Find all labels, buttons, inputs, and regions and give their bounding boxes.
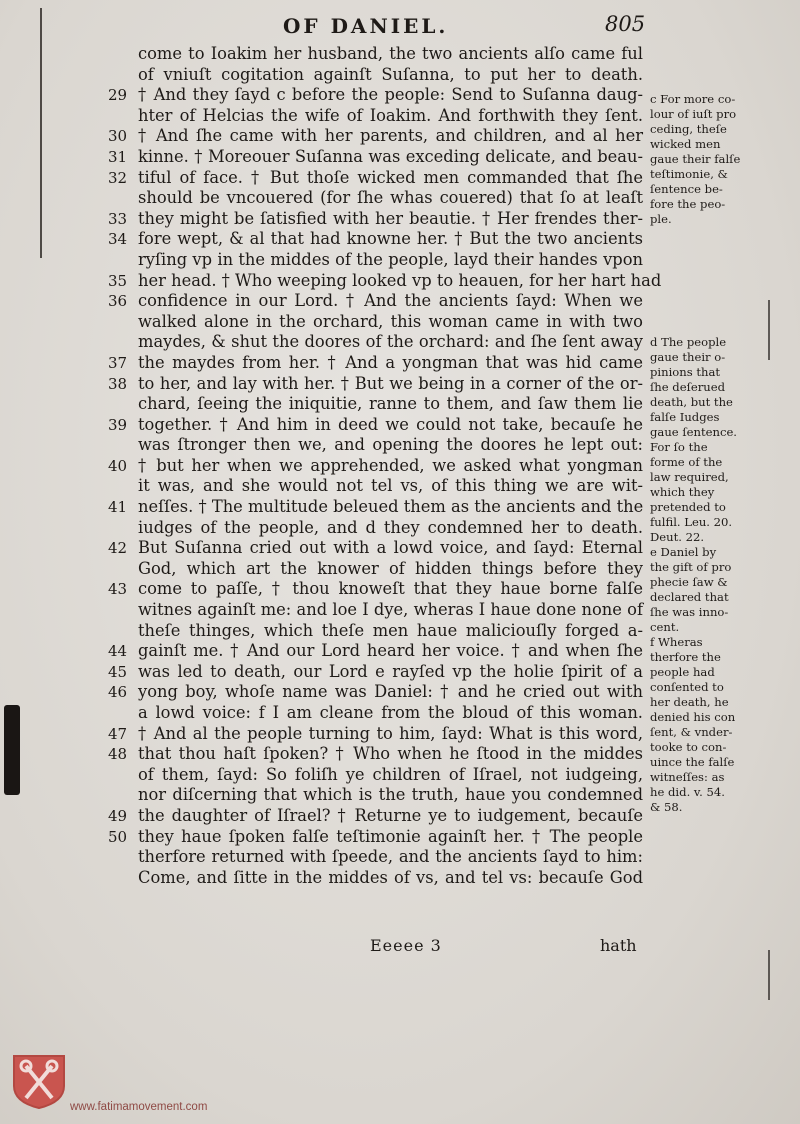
line-text: † And ſhe came with her parents, and children, and al her (138, 126, 643, 146)
text-line (108, 662, 643, 683)
verse-number: 38 (108, 374, 128, 393)
text-line (108, 374, 643, 395)
line-text: fore wept, & al that had knowne her. † But the two ancients (138, 229, 643, 249)
text-line (108, 126, 643, 147)
text-line (108, 621, 643, 642)
text-line (108, 415, 643, 436)
margin-note-line: phecie ſaw & (650, 575, 728, 589)
text-line (108, 291, 643, 312)
line-text: together. † And him in deed we could not take, becauſe he (138, 414, 643, 434)
margin-note-line: teſtimonie, & (650, 167, 728, 181)
verse-number: 39 (108, 415, 128, 434)
margin-note-line: wicked men (650, 137, 721, 151)
margin-note-line: denied his con (650, 710, 736, 724)
verse-number: 37 (108, 353, 128, 372)
text-line (108, 827, 643, 848)
line-text: was led to death, our Lord e rayſed vp the holie ſpirit of a (138, 661, 643, 681)
margin-note-line: cent. (650, 620, 680, 634)
text-line (108, 188, 643, 209)
verse-number: 45 (108, 662, 128, 681)
line-text: chard, ſeeing the iniquitie, ranne to them, and ſaw them lie (138, 394, 643, 414)
text-line (108, 847, 643, 868)
text-line (108, 353, 643, 374)
text-line (108, 209, 643, 230)
text-line (108, 250, 643, 271)
line-text: of vniuſt cogitation againſt Suſanna, to put her to death. (138, 64, 643, 84)
margin-note-line: ſentence be- (650, 182, 723, 196)
line-text: gainſt me. † And our Lord heard her voice. † and when ſhe (138, 641, 643, 661)
margin-note-line: people had (650, 665, 715, 679)
text-line (108, 559, 643, 580)
website-link[interactable]: www.fatimamovement.com (70, 1101, 208, 1113)
text-line (108, 703, 643, 724)
verse-number: 30 (108, 127, 128, 146)
line-text: nor diſcerning that which is the truth, haue you condemned (138, 785, 643, 805)
margin-notes (650, 92, 790, 815)
line-text: tiful of face. † But thoſe wicked men commanded that ſhe (138, 167, 643, 187)
text-line (108, 579, 643, 600)
margin-note-line: ſhe deſerued (650, 380, 726, 394)
line-text: they might be ſatisfied with her beautie. † Her frendes ther- (138, 208, 643, 228)
line-text: it was, and she would not tel vs, of this thing we are wit- (138, 476, 643, 496)
line-text: theſe thinges, which theſe men haue maliciouſly forged a- (138, 620, 643, 640)
margin-note-line: tooke to con- (650, 740, 727, 754)
margin-note-line: which they (650, 485, 715, 499)
line-text: come to paſſe, † thou knoweſt that they haue borne falſe (138, 579, 643, 599)
line-text: witnes againſt me: and loe I dye, wheras I haue done none of (138, 600, 643, 620)
margin-note-line: conſented to (650, 680, 724, 694)
text-line (108, 106, 643, 127)
text-line (108, 682, 643, 703)
right-rule-lower (768, 950, 770, 1000)
line-text: God, which art the knower of hidden things before they (138, 558, 643, 578)
line-text: that thou haſt ſpoken? † Who when he ſtood in the middes (138, 744, 643, 764)
line-text: † And al the people turning to him, ſayd: What is this word, (138, 723, 643, 743)
verse-number: 31 (108, 147, 128, 166)
margin-note-line: he did. v. 54. (650, 785, 725, 799)
text-line (108, 270, 662, 292)
margin-note-line: & 58. (650, 800, 683, 814)
line-text: therfore returned with ſpeede, and the ancients ſayd to him: (138, 847, 643, 867)
margin-note-line: gaue their falſe (650, 152, 741, 166)
verse-number: 46 (108, 683, 128, 702)
line-text: her head. † Who weeping looked vp to heauen, for her hart had (138, 270, 662, 290)
line-text: † And they ſayd c before the people: Send to Suſanna daug- (138, 85, 643, 105)
line-text: neſſes. † The multitude beleued them as the ancients and the (138, 497, 644, 517)
line-text: should be vncouered (for ſhe whas couered) that ſo at leaſt (138, 188, 643, 208)
margin-note-line: pretended to (650, 500, 726, 514)
margin-note-line: lour of iuſt pro (650, 107, 737, 121)
verse-number: 34 (108, 230, 128, 249)
verse-number: 33 (108, 209, 128, 228)
margin-note-line: gaue their o- (650, 350, 726, 364)
text-line (108, 312, 643, 333)
margin-note-line: the gift of pro (650, 560, 732, 574)
margin-note-line: f Wheras (650, 635, 703, 649)
catchword: hath (600, 936, 637, 955)
text-line (108, 229, 643, 250)
verse-number: 32 (108, 168, 128, 187)
line-text: walked alone in the orchard, this woman came in with two (138, 311, 643, 331)
left-edge-mark (4, 705, 20, 795)
margin-note-line: fore the peo- (650, 197, 726, 211)
margin-note-line: ceding, theſe (650, 122, 727, 136)
margin-note-line: ple. (650, 212, 672, 226)
text-line (108, 65, 643, 86)
margin-note-line: forme of the (650, 455, 723, 469)
margin-note-line: c For more co- (650, 92, 736, 106)
text-line (108, 394, 643, 415)
margin-note-group-def (650, 335, 790, 815)
verse-number: 50 (108, 827, 128, 846)
text-line (108, 518, 643, 539)
margin-note-line: d The people (650, 335, 727, 349)
margin-note-line: her death, he (650, 695, 729, 709)
line-text: the daughter of Iſrael? † Returne ye to iudgement, becauſe (138, 805, 643, 825)
line-text: they haue ſpoken falſe teſtimonie againſt her. † The people (138, 826, 643, 846)
margin-note-line: witneſſes: as (650, 770, 725, 784)
line-text: a lowd voice: f I am cleane from the bloud of this woman. (138, 703, 643, 722)
margin-note-group-c (650, 92, 790, 227)
margin-note-line: ſent, & vnder- (650, 725, 733, 739)
text-line (108, 724, 643, 745)
verse-number: 49 (108, 806, 128, 825)
margin-note-line: gaue ſentence. (650, 425, 737, 439)
verse-number: 42 (108, 539, 128, 558)
text-line (108, 435, 643, 456)
line-text: to her, and lay with her. † But we being in a corner of the or- (138, 373, 643, 393)
text-line (108, 806, 643, 827)
text-line (108, 641, 643, 662)
line-text: the maydes from her. † And a yongman that was hid came (138, 352, 643, 372)
margin-note-line: falſe Iudges (650, 410, 720, 424)
main-text-column (108, 44, 662, 888)
margin-note-line: e Daniel by (650, 545, 717, 559)
margin-note-line: death, but the (650, 395, 733, 409)
text-line (108, 456, 643, 477)
line-text: hter of Helcias the wife of Ioakim. And forthwith they ſent. (138, 105, 643, 125)
text-line (108, 168, 643, 189)
text-line (108, 868, 643, 889)
line-text: iudges of the people, and d they condemned her to death. (138, 517, 643, 537)
verse-number: 36 (108, 292, 128, 311)
text-line (108, 744, 643, 765)
verse-number: 43 (108, 580, 128, 599)
text-line (108, 497, 643, 518)
text-line (108, 538, 643, 559)
text-line (108, 476, 643, 497)
line-text: of them, ſayd: So foliſh ye children of Iſrael, not iudgeing, (138, 764, 643, 784)
line-text: kinne. † Moreouer Suſanna was exceding delicate, and beau- (138, 146, 643, 166)
text-line (108, 147, 643, 168)
verse-number: 41 (108, 498, 128, 517)
margin-note-line: fulfil. Leu. 20. (650, 515, 733, 529)
text-line (108, 44, 643, 65)
page-number: 805 (605, 12, 646, 36)
margin-note-line: uince the falſe (650, 755, 735, 769)
line-text: Come, and ſitte in the middes of vs, and tel vs: becauſe God (138, 867, 643, 887)
margin-note-line: Deut. 22. (650, 530, 705, 544)
signature-mark: Eeeee 3 (370, 936, 442, 955)
margin-note-line: ſhe was inno- (650, 605, 729, 619)
line-text: was ſtronger then we, and opening the doores he lept out: (138, 435, 643, 455)
line-text: yong boy, whoſe name was Daniel: † and he cried out with (138, 682, 643, 702)
margin-note-line: pinions that (650, 365, 721, 379)
text-line (108, 332, 643, 353)
line-text: But Suſanna cried out with a lowd voice, and ſayd: Eternal (138, 538, 643, 558)
margin-note-line: therfore the (650, 650, 721, 664)
text-line (108, 765, 643, 786)
margin-note-line: For ſo the (650, 440, 708, 454)
line-text: † but her when we apprehended, we asked what yongman (138, 455, 643, 475)
line-text: maydes, & shut the doores of the orchard: and ſhe ſent away (138, 332, 643, 352)
verse-number: 48 (108, 745, 128, 764)
text-line (108, 600, 643, 621)
verse-number: 40 (108, 456, 128, 475)
verse-number: 35 (108, 271, 128, 290)
line-text: come to Ioakim her husband, the two ancients alſo came ful (138, 44, 643, 63)
line-text: ryſing vp in the middes of the people, layd their handes vpon (138, 249, 643, 269)
text-line (108, 785, 643, 806)
margin-note-line: law required, (650, 470, 729, 484)
line-text: confidence in our Lord. † And the ancients ſayd: When we (138, 291, 643, 311)
papal-keys-logo-icon (10, 1052, 68, 1110)
running-head: OF DANIEL. (283, 14, 449, 38)
verse-number: 47 (108, 724, 128, 743)
verse-number: 44 (108, 642, 128, 661)
margin-note-line: declared that (650, 590, 729, 604)
verse-number: 29 (108, 86, 128, 105)
text-line (108, 85, 643, 106)
left-rule (40, 8, 42, 258)
